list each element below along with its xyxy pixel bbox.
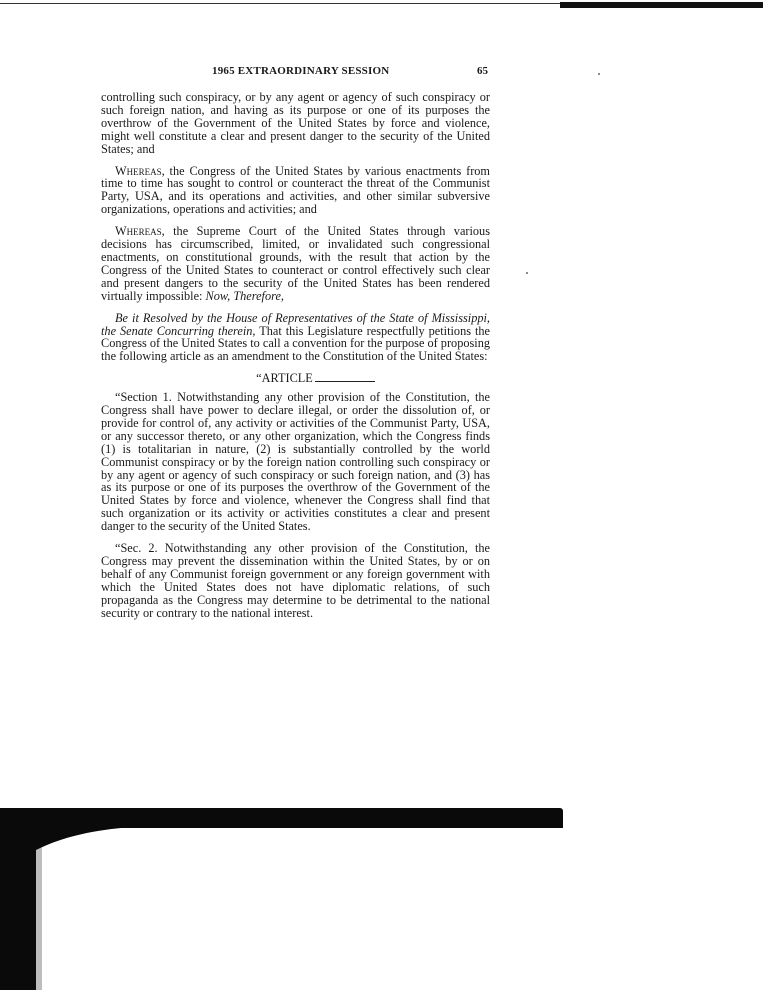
paragraph-text: That this Legislature respectfully petitions the Congress of the United States to call a convention for the purpose of proposing the following article as an amendment to the Constitution of the United States: — [101, 323, 490, 364]
whereas-lead: Whereas, — [115, 224, 165, 239]
section-1 — [101, 391, 490, 533]
running-header — [101, 65, 490, 81]
scan-top-edge — [0, 0, 763, 9]
article-heading — [101, 372, 490, 385]
section-text: “Section 1. Notwithstanding any other provision of the Constitution, the Congress shall have power to declare illegal, or order the dissolution of, or provide for control of, any activity or activities of the Communist Party, USA, or any successor thereto, or any other organization, which the Congress finds (1) is totalitarian in nature, (2) is substantially controlled by the world Communist conspiracy or by the foreign nation controlling such conspiracy or by any agent or agency of such conspiracy or such foreign nation, and (3) has as its purpose or one of its purposes the overthrow of the Government of the United States by force and violence, whenever the Congress shall find that such organization or its activity or activities constitutes a clear and present danger to the security of the United States. — [101, 390, 490, 534]
article-label: “ARTICLE — [256, 371, 313, 386]
section-2 — [101, 542, 490, 619]
scan-speck — [598, 73, 600, 75]
scan-edge-shadow — [560, 2, 763, 8]
whereas-paragraph-2 — [101, 225, 490, 302]
paragraph-continuation — [101, 91, 490, 156]
scan-gray-edge — [36, 828, 42, 990]
paragraph-text: controlling such conspiracy, or by any agent or agency of such conspiracy or such foreign nation, and having as its purpose or one of its purposes the overthrow of the Government of the United States by force and violence, might well constitute a clear and present danger to the security of the United States; and — [101, 90, 490, 156]
header-title: 1965 EXTRAORDINARY SESSION — [212, 65, 390, 77]
resolved-clause: Be it Resolved by the House of Representatives of the State of Mississippi, the Senate Concurring therein, — [101, 310, 490, 338]
page-number: 65 — [477, 65, 488, 77]
scan-edge-line — [0, 3, 560, 4]
scan-speck — [526, 272, 528, 274]
scan-curve-shadow — [36, 820, 166, 850]
article-number-blank — [315, 372, 375, 382]
paragraph-text: the Congress of the United States by various enactments from time to time has sought to control or counteract the threat of the Communist Party, USA, and its operations and activities, and other similar subversive organizations, operations and activities; and — [101, 163, 490, 217]
scan-left-shadow — [0, 808, 36, 990]
now-therefore: Now, Therefore, — [205, 288, 284, 303]
whereas-paragraph-1 — [101, 165, 490, 217]
paragraph-text: the Supreme Court of the United States through various decisions has circumscribed, limited, or invalidated such congressional enactments, on constitutional grounds, with the result that action by the Congress of the United States to counteract or control effectively such clear and present dangers to the security of the United States has been rendered virtually impossible: — [101, 224, 490, 303]
resolution-paragraph — [101, 312, 490, 364]
document-body — [101, 91, 490, 629]
section-text: “Sec. 2. Notwithstanding any other provision of the Constitution, the Congress may prevent the dissemination within the United States, by or on behalf of any Communist foreign government or any foreign government with which the United States does not have diplomatic relations, of such propaganda as the Congress may determine to be detrimental to the national security or contrary to the national interest. — [101, 541, 490, 620]
whereas-lead: Whereas, — [115, 163, 165, 178]
